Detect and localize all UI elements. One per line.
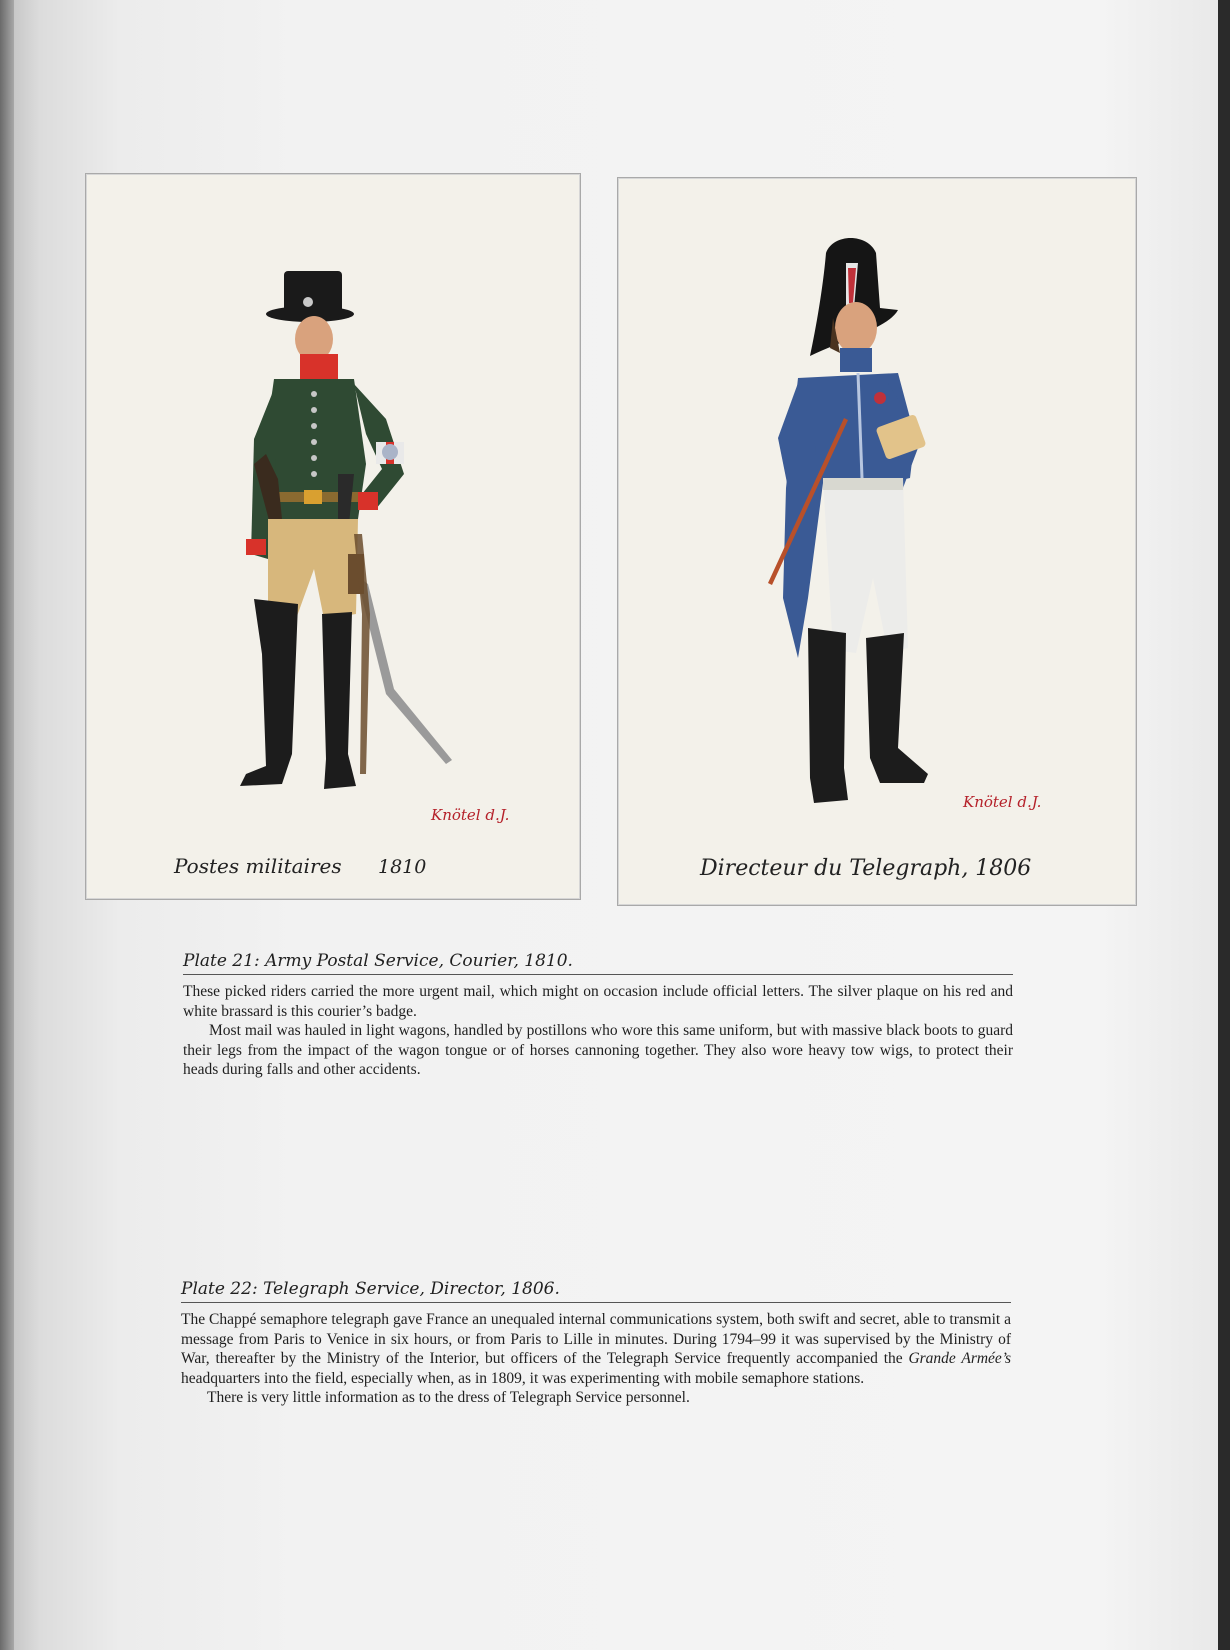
plate-22-inscription: Directeur du Telegraph, 1806 (700, 856, 1032, 881)
plate-22-heading: Plate 22: Telegraph Service, Director, 1806. (181, 1279, 1011, 1303)
plate-22-paragraph-2: There is very little information as to the dress of Telegraph Service personnel. (207, 1389, 690, 1406)
grande-armee-italic: Grande Armée’s (908, 1350, 1011, 1367)
plate-21-artist-signature: Knötel d.J. (431, 806, 510, 824)
plate-21-inscription-year: 1810 (378, 856, 427, 878)
plate-21-caption (183, 951, 1013, 1080)
plate-21-paragraph-2: Most mail was hauled in light wagons, handled by postillons who wore this same uniform, but with massive black boots to guard their legs from the impact of the wagon tongue or of horses cannoning together. They also wore heavy tow wigs, to protect their heads during falls and other accidents. (183, 1022, 1013, 1078)
courier-figure (86, 174, 580, 899)
plate-22-paragraph-1-part-b: headquarters into the field, especially when, as in 1809, it was experimenting with mobile semaphore stations. (181, 1369, 865, 1387)
director-figure (618, 178, 1136, 905)
plate-22-paragraph-1 (181, 1310, 1011, 1388)
plate-21-paragraph-1: These picked riders carried the more urgent mail, which might on occasion include official letters. The silver plaque on his red and white brassard is this courier’s badge. (183, 983, 1013, 1020)
plate-22-artist-signature: Knötel d.J. (963, 793, 1042, 811)
book-binding (0, 0, 14, 1650)
plate-22-paragraph-1-part-a: The Chappé semaphore telegraph gave France an unequaled internal communications system, both swift and secret, able to transmit a message from Paris to Venice in six hours, or from Paris to Lille in minutes. During 1794–99 it was supervised by the Ministry of War, thereafter by the Ministry of the Interior, but officers of the Telegraph Service frequently accompanied the (181, 1311, 1011, 1367)
plate-22-illustration (617, 177, 1137, 906)
plate-21-inscription: Postes militaires (174, 854, 342, 878)
plate-21-heading: Plate 21: Army Postal Service, Courier, 1810. (183, 951, 1013, 975)
plate-21-illustration (85, 173, 581, 900)
plate-22-caption (181, 1279, 1011, 1408)
